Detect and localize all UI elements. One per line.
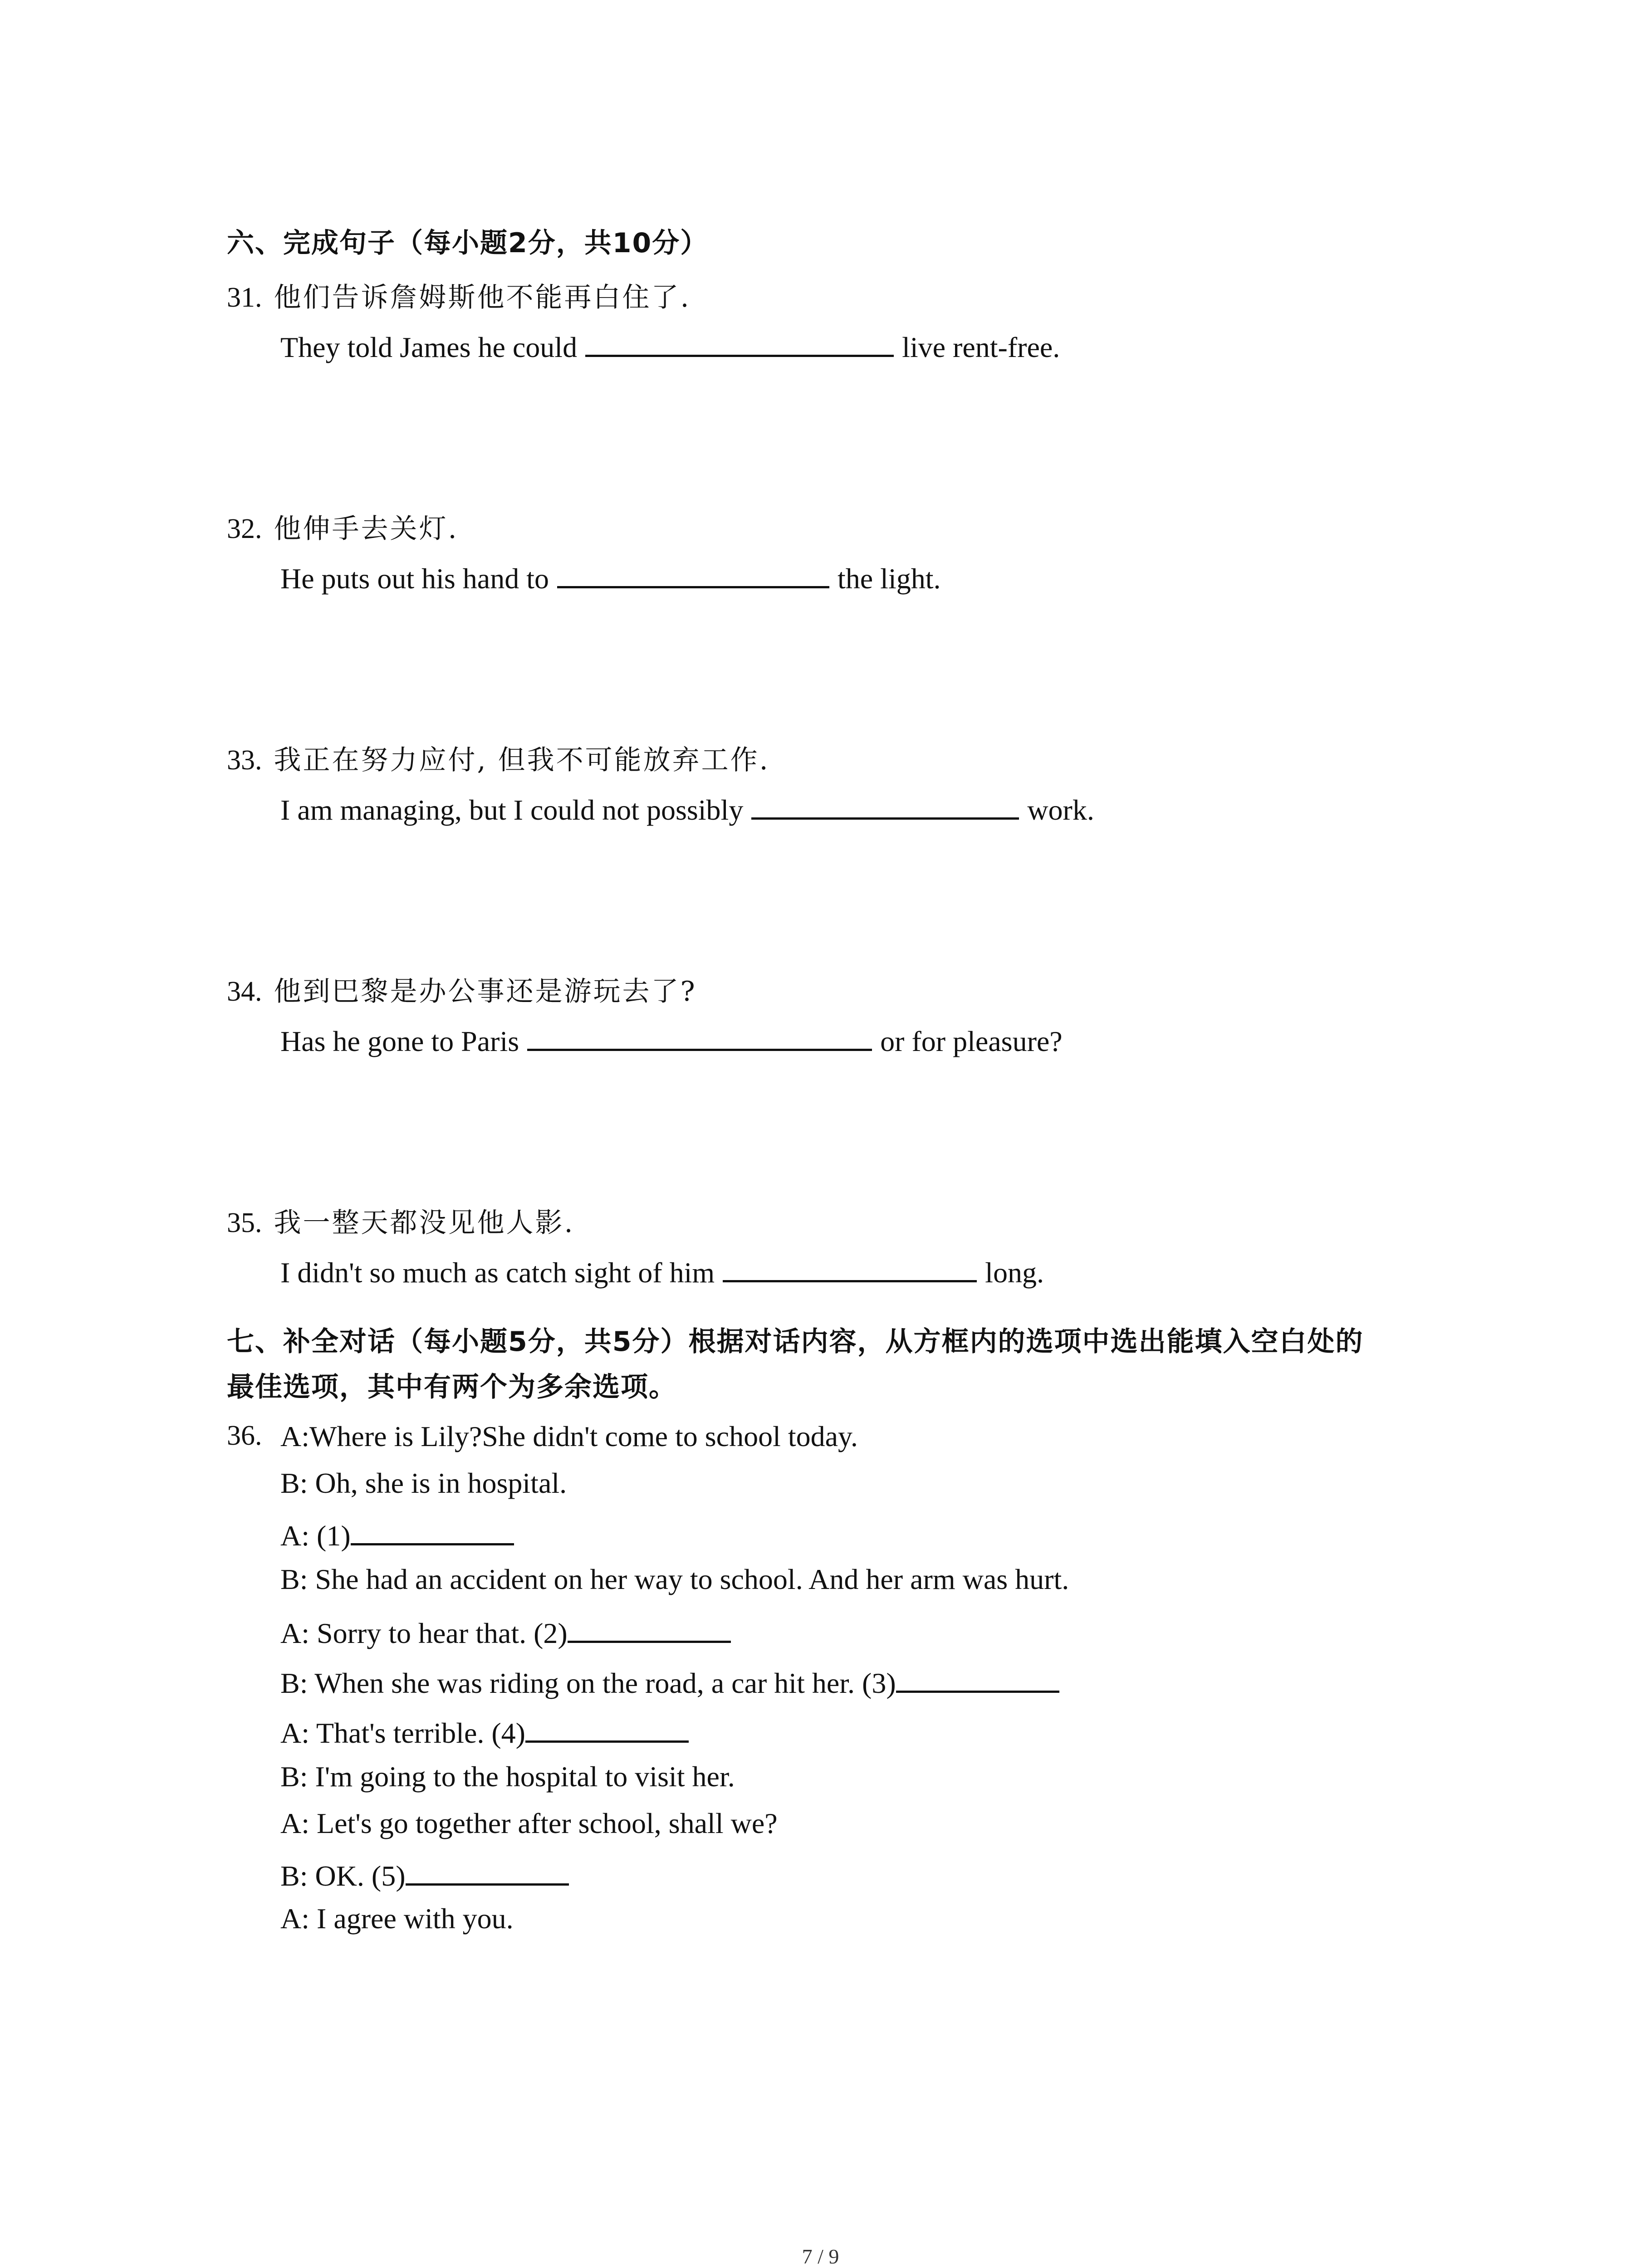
dialogue-text: A: That's terrible. (4) — [280, 1717, 525, 1749]
page-number: 7 / 9 — [802, 2245, 839, 2268]
question-number: 33. — [227, 745, 262, 776]
question-32-sentence — [280, 558, 941, 596]
question-33-sentence — [280, 789, 1094, 827]
question-number: 32. — [227, 513, 262, 544]
answer-blank[interactable] — [723, 1252, 977, 1282]
dialogue-line-7 — [280, 1712, 689, 1750]
question-number: 34. — [227, 976, 262, 1007]
sentence-before-blank: I didn't so much as catch sight of him — [280, 1256, 715, 1289]
sentence-before-blank: They told James he could — [280, 331, 578, 363]
question-34-sentence — [280, 1021, 1063, 1058]
sentence-after-blank: long. — [985, 1256, 1044, 1289]
dialogue-line-1: A:Where is Lily?She didn't come to school today. — [280, 1420, 858, 1452]
chinese-sentence: 他们告诉詹姆斯他不能再白住了. — [274, 282, 691, 313]
answer-blank[interactable] — [751, 789, 1019, 820]
dialogue-line-11: A: I agree with you. — [280, 1902, 514, 1935]
question-31-sentence — [280, 327, 1060, 364]
dialogue-text: A: Sorry to hear that. (2) — [280, 1617, 568, 1649]
question-35-sentence — [280, 1252, 1044, 1290]
chinese-sentence: 他到巴黎是办公事还是游玩去了? — [274, 976, 697, 1007]
question-34-prompt — [227, 970, 697, 1009]
question-number: 31. — [227, 282, 262, 313]
chinese-sentence: 我一整天都没见他人影. — [274, 1207, 575, 1239]
answer-blank[interactable] — [527, 1021, 872, 1051]
question-number: 35. — [227, 1207, 262, 1238]
answer-blank[interactable] — [557, 558, 829, 588]
question-32-prompt — [227, 507, 459, 546]
sentence-after-blank: work. — [1027, 794, 1094, 826]
dialogue-line-10 — [280, 1855, 569, 1893]
sentence-before-blank: He puts out his hand to — [280, 562, 549, 595]
question-33-prompt — [227, 738, 770, 777]
sentence-before-blank: I am managing, but I could not possibly — [280, 794, 744, 826]
dialogue-blank-5[interactable] — [406, 1855, 569, 1886]
chinese-sentence: 他伸手去关灯. — [274, 513, 459, 545]
dialogue-line-5 — [280, 1613, 731, 1650]
dialogue-text: A: (1) — [280, 1520, 351, 1552]
dialogue-line-6 — [280, 1662, 1059, 1700]
section-7-heading-line-1: 七、补全对话（每小题5分，共5分）根据对话内容，从方框内的选项中选出能填入空白处的 — [227, 1326, 1364, 1358]
dialogue-blank-2[interactable] — [568, 1613, 731, 1643]
section-7-heading-line-2: 最佳选项，其中有两个为多余选项。 — [227, 1371, 677, 1403]
answer-blank[interactable] — [585, 327, 894, 357]
dialogue-line-8: B: I'm going to the hospital to visit her. — [280, 1760, 735, 1793]
dialogue-blank-1[interactable] — [351, 1515, 514, 1545]
section-6-heading: 六、完成句子（每小题2分，共10分） — [227, 227, 709, 259]
chinese-sentence: 我正在努力应付, 但我不可能放弃工作. — [274, 744, 770, 776]
question-35-prompt — [227, 1201, 575, 1240]
sentence-after-blank: the light. — [837, 562, 941, 595]
sentence-before-blank: Has he gone to Paris — [280, 1025, 519, 1057]
dialogue-line-3 — [280, 1515, 514, 1553]
question-36-number: 36. — [227, 1420, 262, 1451]
dialogue-text: B: OK. (5) — [280, 1860, 406, 1892]
sentence-after-blank: or for pleasure? — [880, 1025, 1063, 1057]
dialogue-line-9: A: Let's go together after school, shall we? — [280, 1807, 778, 1839]
dialogue-line-2: B: Oh, she is in hospital. — [280, 1467, 567, 1499]
sentence-after-blank: live rent-free. — [902, 331, 1060, 363]
dialogue-blank-3[interactable] — [896, 1662, 1059, 1693]
dialogue-text: B: When she was riding on the road, a car hit her. (3) — [280, 1667, 896, 1699]
dialogue-line-4: B: She had an accident on her way to school. And her arm was hurt. — [280, 1563, 1069, 1595]
question-31-prompt — [227, 276, 691, 315]
dialogue-blank-4[interactable] — [525, 1712, 689, 1743]
